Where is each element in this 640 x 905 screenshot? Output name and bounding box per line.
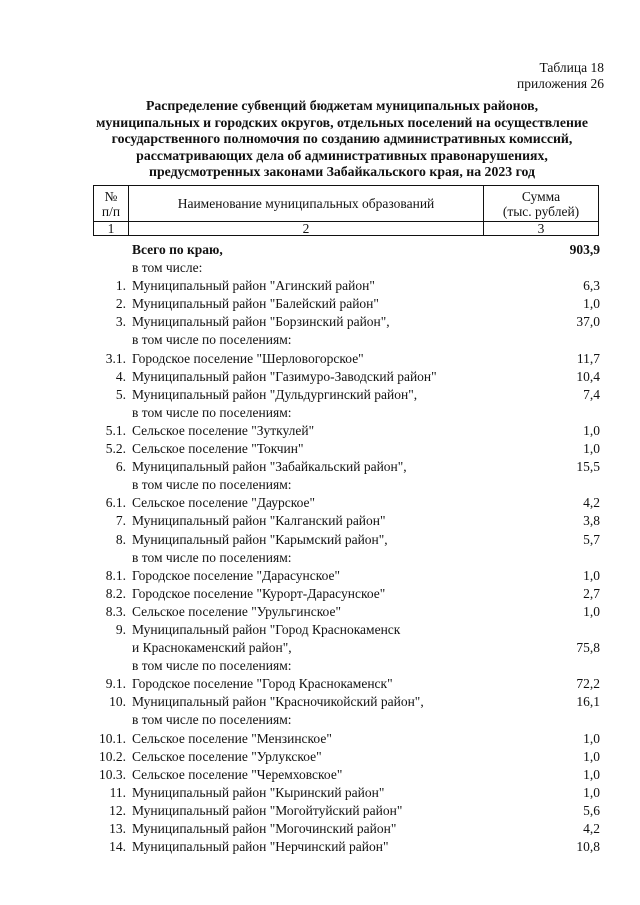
row-value: 15,5 <box>576 459 600 475</box>
row-value: 1,0 <box>583 603 600 619</box>
row-number: 8.3. <box>105 603 126 619</box>
row-value: 7,4 <box>583 386 600 402</box>
table-row <box>93 368 608 386</box>
column-number: 1 <box>94 222 129 236</box>
row-value: 4,2 <box>583 821 600 836</box>
row-number: 1. <box>115 278 126 294</box>
row-name: Всего по краю, <box>132 242 223 257</box>
row-value: 1,0 <box>583 422 600 438</box>
table-row <box>93 350 608 368</box>
table-row <box>93 277 608 295</box>
row-value: 11,7 <box>576 350 600 366</box>
row-value: 10,4 <box>576 368 600 384</box>
table-row <box>93 838 608 856</box>
table-row <box>93 621 608 639</box>
table-row <box>93 422 608 440</box>
row-value: 1,0 <box>583 441 600 457</box>
row-value: 903,9 <box>569 242 600 257</box>
table-row <box>93 567 608 585</box>
table-row <box>93 313 608 331</box>
table-row <box>93 748 608 766</box>
row-value: 1,0 <box>583 730 600 746</box>
column-header-name: Наименование муниципальных образований <box>129 186 484 222</box>
row-name: в том числе по поселениям: <box>132 404 292 420</box>
row-number: 2. <box>115 296 126 312</box>
table-row <box>93 295 608 313</box>
row-name: Муниципальный район "Забайкальский район", <box>132 459 407 475</box>
row-number: 4. <box>115 368 126 384</box>
row-name: в том числе по поселениям: <box>132 712 292 728</box>
row-value: 16,1 <box>576 694 600 710</box>
row-number: 14. <box>109 839 126 855</box>
row-number: 10.3. <box>99 766 126 782</box>
title-line: рассматривающих дела об административных правонарушениях, <box>136 147 548 163</box>
row-value: 1,0 <box>583 784 600 800</box>
row-number: 10.1. <box>99 730 126 746</box>
row-number: 11. <box>109 784 126 800</box>
table-row <box>93 440 608 458</box>
table-header <box>93 185 599 236</box>
row-value: 75,8 <box>576 640 600 656</box>
row-number: 5.2. <box>105 441 126 457</box>
row-number: 10.2. <box>99 748 126 764</box>
row-name: Городское поселение "Город Краснокаменск" <box>132 676 393 692</box>
title-line: Распределение субвенций бюджетам муниципальных районов, <box>145 98 539 113</box>
row-name: Городское поселение "Дарасунское" <box>132 567 341 583</box>
table-row <box>93 784 608 802</box>
row-number: 5. <box>115 386 126 402</box>
title-line: государственного полномочия по созданию административных комиссий, <box>111 131 573 147</box>
row-number: 13. <box>109 821 126 836</box>
row-name: Муниципальный район "Могочинский район" <box>132 821 397 836</box>
row-name: Сельское поселение "Токчин" <box>132 441 304 457</box>
row-value: 1,0 <box>583 766 600 782</box>
table-row <box>93 603 608 621</box>
row-name: в том числе по поселениям: <box>132 549 292 565</box>
row-number: 3.1. <box>105 350 126 366</box>
table-row <box>93 675 608 693</box>
row-value: 37,0 <box>576 314 600 330</box>
row-name: Муниципальный район "Дульдургинский район", <box>132 386 418 402</box>
table-row <box>93 639 608 657</box>
table-row <box>93 331 608 349</box>
row-name: Муниципальный район "Кыринский район" <box>132 784 385 800</box>
document-title <box>76 98 608 181</box>
row-name: и Краснокаменский район", <box>132 640 292 656</box>
row-name: Муниципальный район "Балейский район" <box>132 296 379 312</box>
table-row <box>93 711 608 729</box>
row-value: 2,7 <box>583 585 600 601</box>
table-row <box>93 241 608 259</box>
row-number: 9.1. <box>105 676 126 692</box>
table-row <box>93 766 608 784</box>
row-name: Муниципальный район "Карымский район", <box>132 531 388 547</box>
row-name: Муниципальный район "Нерчинский район" <box>132 839 389 855</box>
row-value: 4,2 <box>583 495 600 511</box>
table-row <box>93 802 608 820</box>
row-value: 10,8 <box>576 839 600 855</box>
row-name: Сельское поселение "Урульгинское" <box>132 603 341 619</box>
row-number: 6.1. <box>105 495 126 511</box>
row-name: Городское поселение "Курорт-Дарасунское" <box>132 585 386 601</box>
table-body <box>93 241 608 856</box>
row-name: Сельское поселение "Даурское" <box>132 495 316 511</box>
row-number: 8.1. <box>105 567 126 583</box>
row-value: 72,2 <box>576 676 600 692</box>
title-line: предусмотренных законами Забайкальского края, на 2023 год <box>149 164 535 180</box>
column-header-sum: Сумма (тыс. рублей) <box>484 186 599 222</box>
row-name: Сельское поселение "Зуткулей" <box>132 422 315 438</box>
table-row <box>93 657 608 675</box>
column-header-number: № п/п <box>94 186 129 222</box>
row-number: 3. <box>115 314 126 330</box>
row-name: Муниципальный район "Город Краснокаменск <box>132 621 401 637</box>
row-value: 5,7 <box>583 531 600 547</box>
header-row <box>94 186 599 222</box>
row-name: в том числе по поселениям: <box>132 658 292 674</box>
row-name: Муниципальный район "Красночикойский район", <box>132 694 424 710</box>
table-row <box>93 730 608 748</box>
appendix-label: приложения 26 <box>516 76 604 91</box>
row-name: Сельское поселение "Урлукское" <box>132 748 322 764</box>
table-row <box>93 531 608 549</box>
row-value: 3,8 <box>583 513 600 529</box>
table-row <box>93 458 608 476</box>
row-name: Муниципальный район "Борзинский район", <box>132 314 390 330</box>
row-name: Муниципальный район "Агинский район" <box>132 278 375 294</box>
column-number: 2 <box>129 222 484 236</box>
row-value: 1,0 <box>583 748 600 764</box>
row-name: Муниципальный район "Могойтуйский район" <box>132 802 403 818</box>
row-number: 9. <box>115 621 126 637</box>
row-name: Городское поселение "Шерловогорское" <box>132 350 364 366</box>
row-value: 5,6 <box>583 802 600 818</box>
row-value: 1,0 <box>583 296 600 312</box>
table-row <box>93 820 608 838</box>
table-row <box>93 512 608 530</box>
row-name: в том числе по поселениям: <box>132 332 292 348</box>
row-name: Сельское поселение "Черемховское" <box>132 766 343 782</box>
table-row <box>93 549 608 567</box>
column-number: 3 <box>484 222 599 236</box>
table-row <box>93 386 608 404</box>
row-name: Муниципальный район "Газимуро-Заводский район" <box>132 368 437 384</box>
row-number: 8. <box>115 531 126 547</box>
row-number: 5.1. <box>105 422 126 438</box>
title-line: муниципальных и городских округов, отдельных поселений на осуществление <box>96 114 588 130</box>
row-number: 7. <box>115 513 126 529</box>
table-row <box>93 494 608 512</box>
table-number <box>517 60 604 92</box>
row-name: в том числе: <box>132 260 203 276</box>
row-number: 12. <box>109 802 126 818</box>
row-number: 10. <box>109 694 126 710</box>
row-value: 1,0 <box>583 567 600 583</box>
table-row <box>93 585 608 603</box>
table-label: Таблица 18 <box>539 60 604 75</box>
row-name: Сельское поселение "Мензинское" <box>132 730 332 746</box>
row-value: 6,3 <box>583 278 600 294</box>
table-row <box>93 404 608 422</box>
table-row <box>93 693 608 711</box>
row-name: Муниципальный район "Калганский район" <box>132 513 386 529</box>
row-number: 6. <box>115 459 126 475</box>
table-row <box>93 259 608 277</box>
table-row <box>93 476 608 494</box>
row-number: 8.2. <box>105 585 126 601</box>
row-name: в том числе по поселениям: <box>132 477 292 493</box>
column-numbers-row <box>94 222 599 236</box>
